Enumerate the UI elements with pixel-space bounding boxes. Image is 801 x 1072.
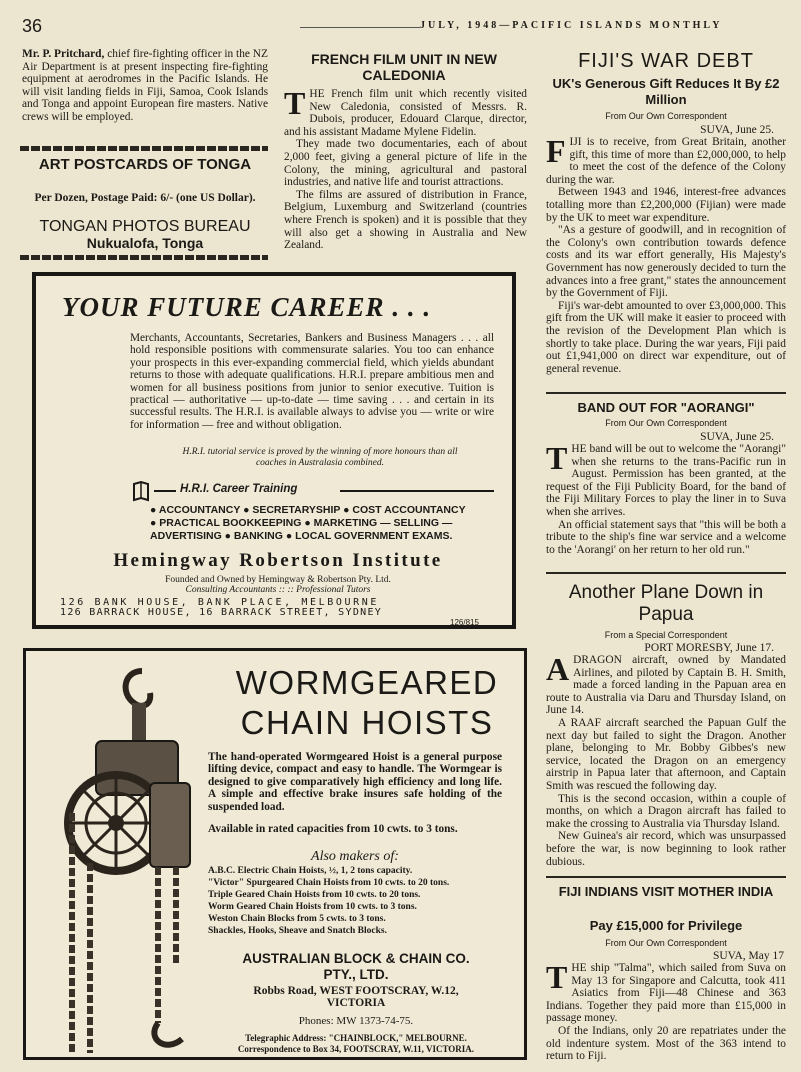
hoist-company-2: PTY., LTD.	[323, 967, 389, 982]
page-number: 36	[22, 16, 43, 36]
hoist-correspondence: Correspondence to Box 34, FOOTSCRAY, W.11, VICTORIA.	[237, 1044, 475, 1054]
hri-address-1: 126 BANK HOUSE, BANK PLACE, MELBOURNE	[60, 597, 379, 608]
hoist-phones: Phones: MW 1373-74-75.	[298, 1015, 414, 1027]
training-rule	[340, 490, 494, 492]
hri-headline: YOUR FUTURE CAREER . . .	[62, 292, 432, 322]
hoist-product: A.B.C. Electric Chain Hoists, ½, 1, 2 tons capacity.	[208, 866, 413, 876]
pritchard-item	[22, 48, 268, 124]
header-rule	[300, 27, 420, 28]
divider-rule	[20, 255, 268, 260]
french-film-p1: HE French film unit which recently visited New Caledonia, consisted of Messrs. R. Dubois, producer, Edouard Clarque, director, and his assistant Madame Mylene Fidelin.	[284, 88, 527, 138]
dropcap: T	[546, 440, 568, 476]
fiji-debt-p2: Between 1943 and 1946, interest-free advances totalling more than £2,200,000 (Fijian) were made by the UK to meet war expenditure.	[546, 186, 786, 224]
hoist-product: Shackles, Hooks, Sheave and Snatch Blocks.	[208, 926, 387, 936]
papua-p2: A RAAF aircraft searched the Papuan Gulf the next day but failed to sight the Dragon. Another plane, belonging to Mr. Bobby Gibbes's new service, located the Dragon on an emergency airstrip in Papua later that afternoon, and Captain Smith was rescued the following day.	[546, 716, 786, 792]
hri-institute-name: Hemingway Robertson Institute	[113, 550, 443, 571]
hoist-advertisement	[23, 648, 527, 1060]
hri-ref: 126/815	[450, 618, 479, 627]
hoist-also-makers: Also makers of:	[311, 849, 399, 864]
french-film-article	[284, 85, 527, 252]
french-film-p2: They made two documentaries, each of about 2,000 feet, giving a general picture of life in the Colony, the mining, agricultural and pastoral industries, and native life and tourist attractions.	[284, 138, 527, 189]
french-film-heading: FRENCH FILM UNIT IN NEW CALEDONIA	[311, 51, 497, 83]
hri-tagline: H.R.I. tutorial service is proved by the winning of more honours than all coaches in Australasia combined.	[182, 447, 458, 468]
hoist-address-2: VICTORIA	[326, 997, 386, 1009]
hri-body: Merchants, Accountants, Secretaries, Bankers and Business Managers . . . all hold responsible positions with commensurate salaries. You too can enhance your prospects in this ever-expanding commercial field, which yields abundant returns to those with adequate qualifications. H.R.I. prepare ambitious men and women for all business positions from junior to senior executive. Tuition is practical — authoritative — up-to-date — time saving . . . and certain in its successful results. The H.R.I. is available always to advise you — write or wire for information — free and without obligation.	[130, 332, 494, 431]
aorangi-dateline: SUVA, June 25.	[700, 431, 774, 443]
papua-p4: New Guinea's air record, which was unsurpassed before the war, is now beginning to look rather dubious.	[546, 830, 786, 868]
fiji-debt-p1: IJI is to receive, from Great Britain, another gift, this time of more than £2,000,000, to help to meet the cost of the defence of the Colony during the war.	[546, 136, 786, 186]
fiji-debt-p4: Fiji's war-debt amounted to over £3,000,000. This gift from the UK will make it easier to proceed with the revision of the Development Plan which is shortly to take place. During the war years, Fiji paid out £1,941,000 on direct war expenditure, out of general revenue.	[546, 299, 786, 375]
fiji-debt-heading: FIJI'S WAR DEBT	[578, 50, 754, 72]
fiji-indians-p1: HE ship "Talma", which sailed from Suva on May 13 for Singapore and Calcutta, took 411 Asiatics from Fiji—48 Chinese and 363 Indians. Together they paid more than £15,000 in passage money.	[546, 962, 786, 1025]
hri-roles: Consulting Accountants :: :: Professional Tutors	[185, 585, 371, 595]
fiji-debt-subhead: UK's Generous Gift Reduces It By £2 Million	[552, 76, 780, 107]
hri-training-title: H.R.I. Career Training	[180, 483, 298, 495]
aorangi-byline: From Our Own Correspondent	[605, 418, 727, 428]
postcards-price: Per Dozen, Postage Paid: 6/- (one US Dollar).	[34, 192, 256, 204]
hri-courses-2: ● PRACTICAL BOOKKEEPING ● MARKETING — SELLING —	[150, 517, 453, 529]
fiji-indians-dateline: SUVA, May 17	[712, 950, 784, 962]
papua-p3: This is the second occasion, within a couple of months, on which a Dragon aircraft has failed to make the crossing to Australia via Thursday Island.	[546, 792, 786, 830]
running-title: JULY, 1948—PACIFIC ISLANDS MONTHLY	[420, 20, 723, 31]
fiji-debt-p3: "As a gesture of goodwill, and in recognition of the Colony's own contribution towards defence costs and its war effort generally, His Majesty's Government has now generously decided to turn the advances into a free grant," states the announcement by the Government of Fiji.	[546, 224, 786, 300]
fiji-debt-article	[546, 133, 786, 375]
aorangi-p2: An official statement says that "this will be both a tribute to the ship's fine war service and a welcome to the 'Aorangi' on her return to her old run."	[546, 518, 786, 556]
hoist-product: Worm Geared Chain Hoists from 10 cwts. to 3 tons.	[208, 902, 417, 912]
papua-heading: Another Plane Down in Papua	[568, 582, 764, 625]
hoist-body-1: The hand-operated Wormgeared Hoist is a general purpose lifting device, compact and easy to handle. The Wormgear is designed to give comparatively high efficiency and long life. A simple and effective brake insures safe holding of the suspended load.	[208, 751, 502, 813]
section-rule	[546, 392, 786, 394]
fiji-indians-heading: FIJI INDIANS VISIT MOTHER INDIA	[558, 884, 774, 899]
fiji-debt-dateline: SUVA, June 25.	[700, 124, 774, 136]
postcards-location: Nukualofa, Tonga	[86, 235, 204, 251]
papua-byline: From a Special Correspondent	[604, 630, 728, 640]
fiji-indians-subhead: Pay £15,000 for Privilege	[589, 918, 743, 933]
divider-rule	[20, 146, 268, 151]
section-rule	[546, 572, 786, 574]
dropcap: T	[284, 85, 306, 121]
training-rule	[154, 490, 176, 492]
dropcap: T	[546, 959, 568, 995]
hoist-headline-1: WORMGEARED	[235, 664, 499, 701]
hoist-headline-2: CHAIN HOISTS	[240, 704, 494, 741]
hri-address-2: 126 BARRACK HOUSE, 16 BARRACK STREET, SYDNEY	[60, 607, 383, 618]
french-film-p3: The films are assured of distribution in France, Belgium, Luxemburg and Switzerland (countries where French is spoken) and it is possible that they will also get a showing in Australia and New Zealand.	[284, 188, 527, 252]
papua-article	[546, 651, 786, 868]
fiji-indians-article	[546, 959, 786, 1063]
aorangi-heading: BAND OUT FOR "AORANGI"	[577, 400, 755, 415]
pritchard-name: Mr. P. Pritchard,	[22, 48, 105, 60]
hoist-product: "Victor" Spurgeared Chain Hoists from 10 cwts. to 20 tons.	[208, 878, 450, 888]
hoist-product: Weston Chain Blocks from 5 cwts. to 3 tons.	[208, 914, 386, 924]
hoist-address-1: Robbs Road, WEST FOOTSCRAY, W.12,	[253, 985, 459, 997]
dropcap: A	[546, 651, 570, 687]
papua-dateline: PORT MORESBY, June 17.	[644, 642, 774, 654]
section-rule	[546, 876, 786, 878]
fiji-indians-byline: From Our Own Correspondent	[605, 938, 727, 948]
hri-founded: Founded and Owned by Hemingway & Robertson Pty. Ltd.	[165, 575, 391, 585]
hoist-body-2: Available in rated capacities from 10 cwts. to 3 tons.	[208, 823, 458, 835]
hri-courses-1: ● ACCOUNTANCY ● SECRETARYSHIP ● COST ACCOUNTANCY	[150, 504, 466, 516]
fiji-debt-byline: From Our Own Correspondent	[605, 111, 727, 121]
dropcap: F	[546, 133, 566, 169]
hoist-telegraphic: Telegraphic Address: "CHAINBLOCK," MELBOURNE.	[245, 1033, 467, 1043]
papua-p1: DRAGON aircraft, owned by Mandated Airlines, and piloted by Captain B. H. Smith, made a forced landing in the Papuan area en route to Australia via Daru and Thursday Island, on June 14.	[546, 654, 786, 717]
hri-courses-3: ADVERTISING ● BANKING ● LOCAL GOVERNMENT EXAMS.	[150, 530, 453, 542]
postcards-heading: ART POSTCARDS OF TONGA	[38, 156, 252, 173]
aorangi-article	[546, 440, 786, 556]
fiji-indians-p2: Of the Indians, only 20 are repatriates under the old indenture system. Most of the 363 intend to return to Fiji.	[546, 1024, 786, 1063]
postcards-bureau: TONGAN PHOTOS BUREAU	[39, 218, 251, 235]
book-icon	[132, 480, 150, 502]
aorangi-p1: HE band will be out to welcome the "Aorangi" when she returns to the trans-Pacific run in August. Permission has been granted, at the request of the Fiji Publicity Board, for the band of the Fiji Military Forces to play the liner in to Suva when she arrives.	[546, 443, 786, 518]
hoist-product: Triple Geared Chain Hoists from 10 cwts. to 20 tons.	[208, 890, 421, 900]
hoist-company-1: AUSTRALIAN BLOCK & CHAIN CO.	[242, 951, 470, 966]
pritchard-text: chief fire-fighting officer in the NZ Air Department is at present inspecting fire-fighting equipment at aerodromes in the Pacific Islands. He will visit landing fields in Fiji, Samoa, Cook Islands and Tonga and appoint European fire masters. Native crews will be employed.	[22, 48, 268, 123]
hoist-products-list	[208, 865, 502, 937]
hri-advertisement	[32, 272, 516, 629]
chain-hoist-illustration	[46, 663, 214, 1053]
